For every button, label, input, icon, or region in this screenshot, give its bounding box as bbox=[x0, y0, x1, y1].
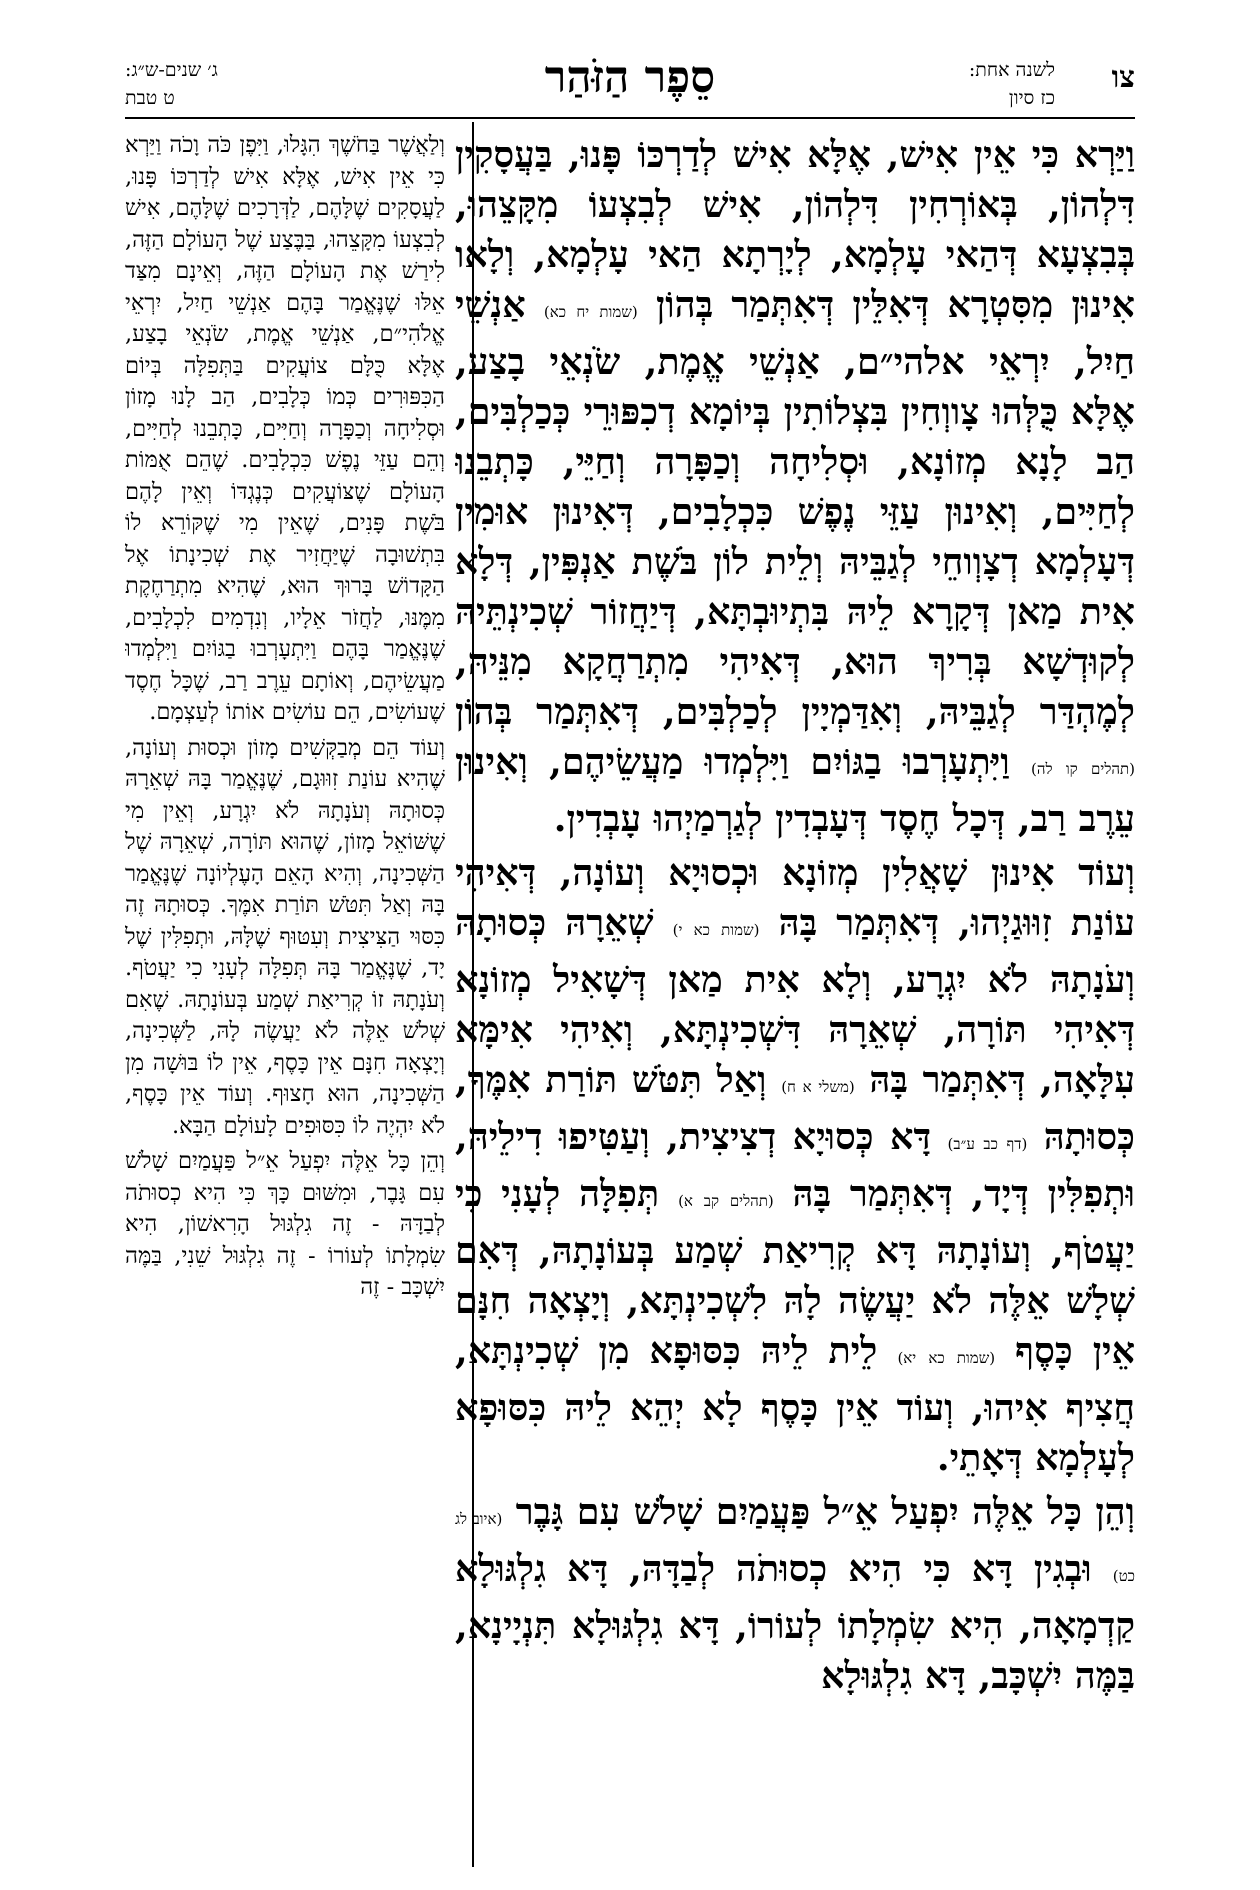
side-paragraph-2: וְעוֹד הֵם מְבַקְּשִׁים מָזוֹן וּכְסוּת וְעוֹנָה, שֶׁהִיא עוֹנַת זִוּוּגָם, שֶׁנֶּאֱמַר בָּהּ שְׁאֵרָהּ כְּסוּתָהּ וְעֹנָתָהּ לֹא יִגְרָע, וְאֵין מִי שֶׁשּׁוֹאֵל מָזוֹן, שֶׁהוּא תּוֹרָה, שְׁאֵרָהּ שֶׁל הַשְּׁכִינָה, וְהִיא הָאֵם הָעֶלְיוֹנָה שֶׁנֶּאֱמַר בָּהּ וְאַל תִּטֹּשׁ תּוֹרַת אִמֶּךָ. כְּסוּתָהּ זֶה כִּסּוּי הַצִּיצִית וְעִטּוּף שֶׁלָּהּ, וּתְפִלִּין שֶׁל יָד, שֶׁנֶּאֱמַר בָּהּ תְּפִלָּה לְעָנִי כִי יַעֲטֹף. וְעֹנָתָהּ זוֹ קְרִיאַת שְׁמַע בְּעוֹנָתָהּ. שֶׁאִם שְׁלֹשׁ אֵלֶּה לֹא יַעֲשֶׂה לָהּ, לַשְּׁכִינָה, וְיָצְאָה חִנָּם אֵין כָּסֶף, אֵין לוֹ בּוּשָׁה מִן הַשְּׁכִינָה, הוּא חָצוּף. וְעוֹד אֵין כָּסֶף, לֹא יִהְיֶה לוֹ כִּסּוּפִים לָעוֹלָם הַבָּא. bbox=[125, 734, 445, 1139]
side-paragraph-3: וְהֵן כָּל אֵלֶּה יִפְעַל אֵ״ל פַּעֲמַיִם שָׁלֹשׁ עִם גָּבֶר, וּמִשּׁוּם כָּךְ כִּי הִיא כְסוּתֹה לְבַדָּהּ - זֶה גִלְגּוּל הָרִאשׁוֹן, הִיא שִׂמְלָתוֹ לְעוֹרוֹ - זֶה גִלְגּוּל שֵׁנִי, בַּמֶּה יִשְׁכָּב - זֶה bbox=[125, 1148, 445, 1300]
schedule-one-year-label: לשנה אחת: bbox=[968, 59, 1055, 81]
main-text: וַיִּתְעָרְבוּ בַגּוֹיִם וַיִּלְמְדוּ מַעֲשֵׂיהֶם, וְאִינוּן עֵרֶב רַב, דְּכָל חֶסֶד דְּעָבְדִין לְגַרְמַיְהוּ עָבְדִין. bbox=[455, 740, 1135, 840]
main-text: וַיַּרְא כִּי אֵין אִישׁ, אֶלָּא אִישׁ לְדַרְכּוֹ פָּנוּ, בַּעֲסָקִין דִּלְהוֹן, בְּאוֹרְחִין דִּלְהוֹן, אִישׁ לְבִצְעוֹ מִקָּצֵהוּ, בְּבִצְעָא דְּהַאי עָלְמָא, לְיָרְתָא הַאי עָלְמָא, וְלָאו אִינוּן מִסִּטְרָא דְּאִלֵּין דְּאִתְּמַר בְּהוֹן bbox=[455, 133, 1135, 326]
hebrew-translation-column bbox=[125, 130, 445, 1860]
citation: (שמות כא יא) bbox=[897, 1349, 996, 1367]
page-header bbox=[125, 52, 1135, 122]
main-text: אַנְשֵׁי חַיִל, יִרְאֵי אלהי״ם, אַנְשֵׁי אֱמֶת, שֹׂנְאֵי בָצַע, אֶלָּא כֻּלְּהוּ צָווְחִין בִּצְלוֹתִין בְּיוֹמָא דְכִפּוּרֵי כְּכַלְבִּים, הַב לָנָא מְזוֹנָא, וּסְלִיחָה וְכַפָּרָה וְחַיֵּי, כָּתְבֵנוּ לְחַיִּים, וְאִינוּן עַזֵּי נֶפֶשׁ כִּכְלָבִים, דְּאִינוּן אוּמִין דְּעָלְמָא דְצָוְוחֵי לְגַבֵּיהּ וְלֵית לוֹן בֹּשֶׁת אַנְפִּין, דְּלָא אִית מַאן דְּקָרָא לֵיהּ בִּתְיוּבְתָּא, דְּיַחֲזוֹר שְׁכִינְתֵּיהּ לְקוּדְשָׁא בְּרִיךְ הוּא, דְּאִיהִי מִתְרַחֲקָא מִנֵּיהּ, לְמֶהְדַּר לְגַבֵּיהּ, וְאִדַּמְיָין לְכַלְבִּים, דְּאִתְּמַר בְּהוֹן bbox=[455, 283, 1135, 733]
citation: (שמות יח כא) bbox=[543, 303, 638, 321]
main-text: וּבְגִין דָּא כִּי הִיא כְסוּתֹה לְבַדָּהּ, דָּא גִלְגּוּלָא קַדְמָאָה, הִיא שִׂמְלָתוֹ לְעוֹרוֹ, דָּא גִלְגּוּלָא תִּנְיָינָא, בַּמֶּה יִשְׁכָּב, דָּא גִלְגּוּלָא bbox=[455, 1547, 1135, 1697]
main-text: שְׁאֵרָהּ כְּסוּתָהּ וְעֹנָתָהּ לֹא יִגְרָע, וְלָא אִית מַאן דְּשָׁאִיל מְזוֹנָא דְּאִיהִי תּוֹרָה, שְׁאֵרָהּ דִּשְׁכִינְתָּא, וְאִיהִי אִימָּא עִלָּאָה, דְּאִתְּמַר בָּהּ bbox=[455, 901, 1135, 1101]
main-text: דָּא כְּסוּיָא דְצִיצִית, וְעַטִּיפוּ דִילֵיהּ, וּתְפִלִּין דְּיָד, דְּאִתְּמַר בָּהּ bbox=[455, 1115, 1135, 1215]
citation: (שמות כא י) bbox=[672, 921, 760, 939]
book-title: סֵפֶר הַזֹּהַר bbox=[544, 52, 716, 103]
main-text: וְהֵן כָּל אֵלֶּה יִפְעַל אֵ״ל פַּעֲמַיִם שָׁלֹשׁ עִם גָּבֶר bbox=[515, 1490, 1135, 1533]
citation: (דף כב ע״ב) bbox=[947, 1135, 1028, 1153]
header-rule bbox=[125, 117, 1135, 119]
schedule-three-years-date: ט טבת bbox=[125, 87, 175, 109]
citation: (משלי א ח) bbox=[781, 1078, 855, 1096]
main-paragraph-3 bbox=[455, 1487, 1135, 1701]
citation: (איוב לג כט) bbox=[455, 1510, 1135, 1585]
page-number: צו bbox=[1111, 60, 1135, 95]
main-text: וְאַל תִּטֹּשׁ תּוֹרַת אִמֶּךָ, כְּסוּתָהּ bbox=[455, 1058, 1135, 1158]
aramaic-text-column bbox=[455, 130, 1135, 1860]
main-text: וְעוֹד אִינוּן שָׁאֲלִין מְזוֹנָא וּכְסוּיָא וְעוֹנָה, דְּאִיהִי עוֹנַת זִוּוּגַיְהוּ, דְּאִתְּמַר בָּהּ bbox=[455, 851, 1135, 944]
main-paragraph-1 bbox=[455, 130, 1135, 844]
study-schedule-three-years bbox=[125, 56, 218, 112]
schedule-three-years-label: ג׳ שנים-ש״ג: bbox=[125, 59, 218, 81]
citation: (תהלים קב א) bbox=[678, 1192, 774, 1210]
side-paragraph-1: וְלַאֲשֶׁר בַּחֹשֶׁךְ הִגָּלוּ, וַיִּפֶן כֹּה וָכֹה וַיַּרְא כִּי אֵין אִישׁ, אֶלָּא אִישׁ לְדַרְכּוֹ פָּנוּ, לַעֲסָקִים שֶׁלָּהֶם, לַדְּרָכִים שֶׁלָּהֶם, אִישׁ לְבִצְעוֹ מִקָּצֵהוּ, בַּבֶּצַע שֶׁל הָעוֹלָם הַזֶּה, לִירַשׁ אֶת הָעוֹלָם הַזֶּה, וְאֵינָם מִצַּד אֵלּוּ שֶׁנֶּאֱמַר בָּהֶם אַנְשֵׁי חַיִל, יִרְאֵי אֱלֹהִי״ם, אַנְשֵׁי אֱמֶת, שֹׂנְאֵי בָצַע, אֶלָּא כֻּלָּם צוֹעֲקִים בַּתְּפִלָּה בְּיוֹם הַכִּפּוּרִים כְּמוֹ כְּלָבִים, הַב לָנוּ מָזוֹן וּסְלִיחָה וְכַפָּרָה וְחַיִּים, כָּתְבֵנוּ לְחַיִּים, וְהֵם עַזֵּי נֶפֶשׁ כִּכְלָבִים. שֶׁהֵם אֻמּוֹת הָעוֹלָם שֶׁצּוֹעֲקִים כְּנֶגְדּוֹ וְאֵין לָהֶם בֹּשֶׁת פָּנִים, שֶׁאֵין מִי שֶׁקּוֹרֵא לוֹ בִּתְשׁוּבָה שֶׁיַּחֲזִיר אֶת שְׁכִינָתוֹ אֶל הַקָּדוֹשׁ בָּרוּךְ הוּא, שֶׁהִיא מִתְרַחֶקֶת מִמֶּנּוּ, לַחֲזֹר אֵלָיו, וְנִדְמִים לִכְלָבִים, שֶׁנֶּאֱמַר בָּהֶם וַיִּתְעָרְבוּ בַגּוֹיִם וַיִּלְמְדוּ מַעֲשֵׂיהֶם, וְאוֹתָם עֵרֶב רַב, שֶׁכָּל חֶסֶד שֶׁעוֹשִׂים, הֵם עוֹשִׂים אוֹתוֹ לְעַצְמָם. bbox=[125, 132, 445, 725]
schedule-one-year-date: כז סיון bbox=[1008, 87, 1055, 109]
main-paragraph-2 bbox=[455, 848, 1135, 1483]
column-divider bbox=[472, 122, 474, 1867]
main-text: תְּפִלָּה לְעָנִי כִי יַעֲטֹף, וְעוֹנָתָהּ דָּא קְרִיאַת שְׁמַע בְּעוֹנָתָהּ, דְּאִם שְׁלָשׁ אֵלֶּה לֹא יַעֲשֶׂה לָהּ לִשְׁכִינְתָּא, וְיָצְאָה חִנָּם אֵין כָּסֶף bbox=[455, 1172, 1135, 1372]
citation: (תהלים קו לה) bbox=[1031, 760, 1135, 778]
main-text: לֵית לֵיהּ כִּסּוּפָא מִן שְׁכִינְתָּא, חֲצִיף אִיהוּ, וְעוֹד אֵין כָּסֶף לָא יְהֵא לֵיהּ כִּסּוּפָא לְעָלְמָא דְּאָתֵי. bbox=[455, 1329, 1135, 1479]
